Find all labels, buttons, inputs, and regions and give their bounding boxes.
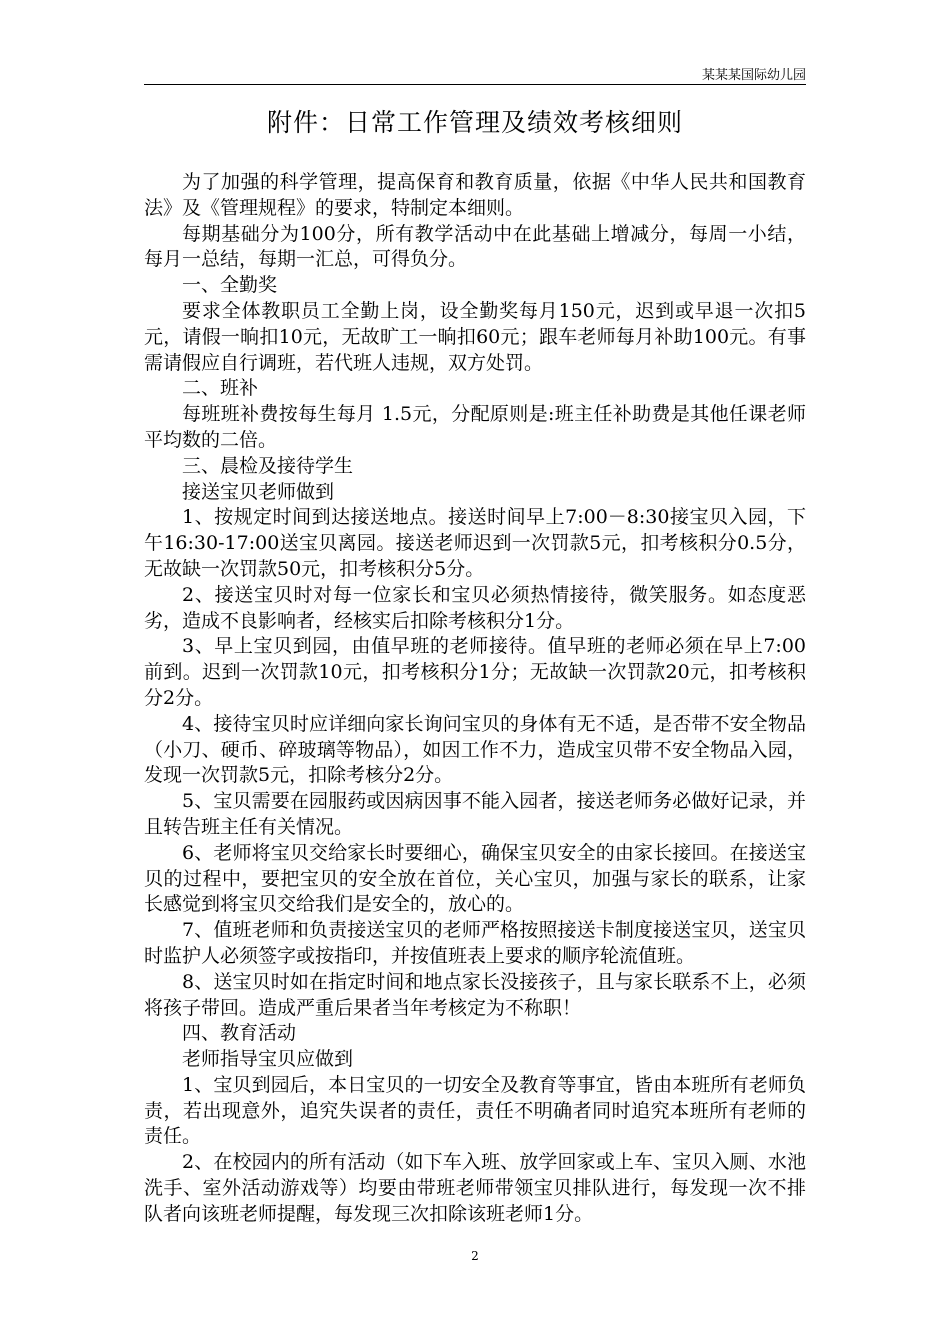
list-item: 7、值班老师和负责接送宝贝的老师严格按照接送卡制度接送宝贝，送宝贝时监护人必须签字或按指印，并按值班表上要求的顺序轮流值班。 <box>144 919 806 967</box>
header-divider <box>144 84 806 85</box>
list-item: 1、宝贝到园后，本日宝贝的一切安全及教育等事宜，皆由本班所有老师负责，若出现意外，追究失误者的责任，责任不明确者同时追究本班所有老师的责任。 <box>144 1073 806 1148</box>
list-item: 4、接待宝贝时应详细向家长询问宝贝的身体有无不适，是否带不安全物品（小刀、硬币、碎玻璃等物品），如因工作不力，造成宝贝带不安全物品入园，发现一次罚款5元，扣除考核分2分。 <box>144 712 806 787</box>
document-body <box>144 170 806 1228</box>
list-item: 2、接送宝贝时对每一位家长和宝贝必须热情接待，微笑服务。如态度恶劣，造成不良影响者，经核实后扣除考核积分1分。 <box>144 583 806 632</box>
section-heading: 一、全勤奖 <box>182 274 278 297</box>
paragraph: 要求全体教职员工全勤上岗，设全勤奖每月150元，迟到或早退一次扣5元，请假一晌扣10元，无故旷工一晌扣60元；跟车老师每月补助100元。有事需请假应自行调班，若代班人违规，双方处罚。 <box>144 299 806 374</box>
list-item: 5、宝贝需要在园服药或因病因事不能入园者，接送老师务必做好记录，并且转告班主任有关情况。 <box>144 790 806 838</box>
list-item: 8、送宝贝时如在指定时间和地点家长没接孩子，且与家长联系不上，必须将孩子带回。造成严重后果者当年考核定为不称职！ <box>144 970 806 1019</box>
list-item: 1、按规定时间到达接送地点。接送时间早上7:00－8:30接宝贝入园，下午16:30-17:00送宝贝离园。接送老师迟到一次罚款5元，扣考核积分0.5分，无故缺一次罚款50元，扣考核积分5分。 <box>144 506 806 580</box>
list-item: 2、在校园内的所有活动（如下车入班、放学回家或上车、宝贝入厕、水池洗手、室外活动游戏等）均要由带班老师带领宝贝排队进行，每发现一次不排队者向该班老师提醒，每发现三次扣除该班老师1分。 <box>144 1151 806 1225</box>
subheading: 老师指导宝贝应做到 <box>182 1048 354 1071</box>
paragraph: 每班班补费按每生每月 1.5元，分配原则是:班主任补助费是其他任课老师平均数的二倍。 <box>144 403 806 451</box>
subheading: 接送宝贝老师做到 <box>182 480 335 503</box>
section-heading: 二、班补 <box>182 377 259 400</box>
paragraph: 为了加强的科学管理，提高保育和教育质量，依据《中华人民共和国教育法》及《管理规程》的要求，特制定本细则。 <box>144 171 806 219</box>
header-org-name: 某某某国际幼儿园 <box>701 68 806 83</box>
document-title: 附件：日常工作管理及绩效考核细则 <box>266 108 683 137</box>
section-heading: 四、教育活动 <box>182 1022 297 1045</box>
page-number: 2 <box>471 1249 479 1263</box>
list-item: 6、老师将宝贝交给家长时要细心，确保宝贝安全的由家长接回。在接送宝贝的过程中，要把宝贝的安全放在首位，关心宝贝，加强与家长的联系，让家长感觉到将宝贝交给我们是安全的，放心的。 <box>144 841 806 916</box>
paragraph: 每期基础分为100分，所有教学活动中在此基础上增减分，每周一小结，每月一总结，每期一汇总，可得负分。 <box>144 222 806 271</box>
section-heading: 三、晨检及接待学生 <box>182 454 354 477</box>
list-item: 3、早上宝贝到园，由值早班的老师接待。值早班的老师必须在早上7:00前到。迟到一次罚款10元，扣考核积分1分；无故缺一次罚款20元，扣考核积分2分。 <box>144 635 806 709</box>
